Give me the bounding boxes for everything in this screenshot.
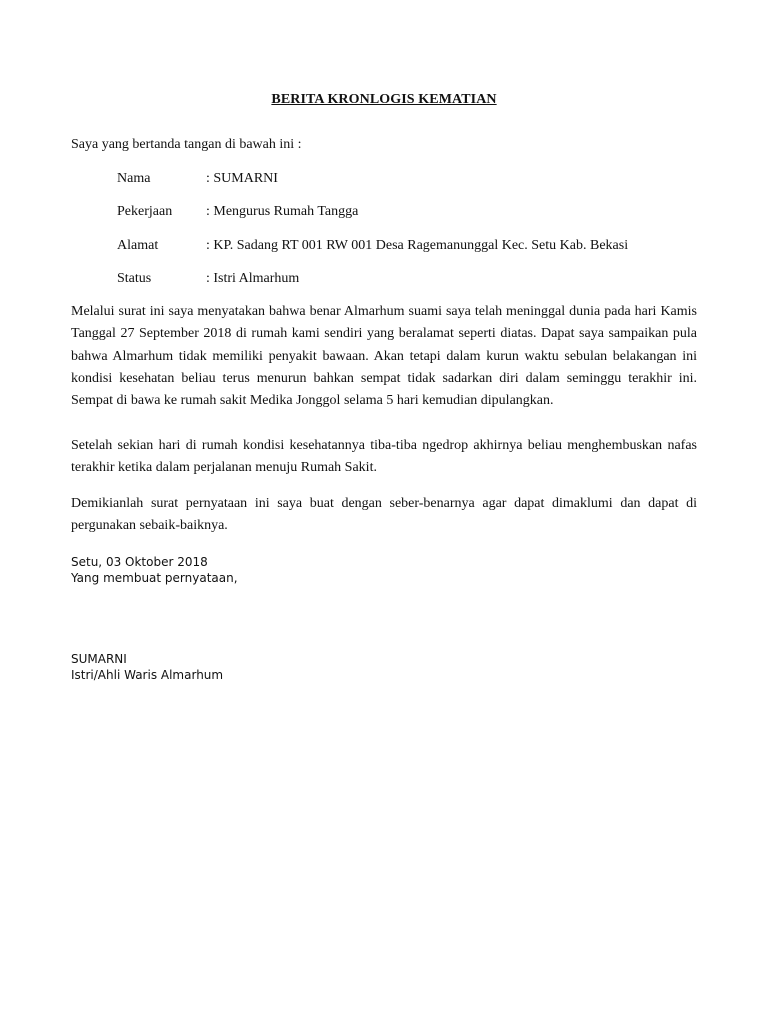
field-alamat-value: : KP. Sadang RT 001 RW 001 Desa Ragemanunggal Kec. Setu Kab. Bekasi bbox=[206, 238, 629, 253]
field-status bbox=[117, 271, 299, 287]
document-title: BERITA KRONLOGIS KEMATIAN bbox=[271, 92, 497, 107]
field-alamat-label: Alamat bbox=[117, 238, 159, 253]
statement-paragraph-2: Setelah sekian hari di rumah kondisi kesehatannya tiba-tiba ngedrop akhirnya beliau menghembuskan nafas terakhir ketika dalam perjalanan menuju Rumah Sakit. bbox=[71, 438, 697, 476]
field-status-label: Status bbox=[117, 271, 152, 286]
field-nama bbox=[117, 171, 278, 187]
field-pekerjaan bbox=[117, 204, 358, 220]
closing-paragraph: Demikianlah surat pernyataan ini saya buat dengan seber-benarnya agar dapat dimaklumi dan dapat di pergunakan sebaik-baiknya. bbox=[71, 496, 697, 534]
signature-role-line: Yang membuat pernyataan, bbox=[71, 571, 238, 585]
field-alamat bbox=[117, 238, 628, 254]
intro-text: Saya yang bertanda tangan di bawah ini : bbox=[71, 137, 302, 152]
field-nama-label: Nama bbox=[117, 171, 151, 186]
signatory-name: SUMARNI bbox=[71, 652, 127, 666]
field-status-value: : Istri Almarhum bbox=[206, 271, 300, 286]
field-pekerjaan-label: Pekerjaan bbox=[117, 204, 173, 219]
field-pekerjaan-value: : Mengurus Rumah Tangga bbox=[206, 204, 359, 219]
field-nama-value: : SUMARNI bbox=[206, 171, 278, 186]
statement-paragraph-1: Melalui surat ini saya menyatakan bahwa benar Almarhum suami saya telah meninggal dunia pada hari Kamis Tanggal 27 September 2018 di rumah kami sendiri yang beralamat seperti diatas. Dapat saya sampaikan pula bahwa Almarhum tidak memiliki penyakit bawaan. Akan tetapi dalam kurun waktu sebulan belakangan ini kondisi kesehatan beliau terus menurun bahkan sempat tidak sadarkan diri dalam seminggu terakhir ini. Sempat di bawa ke rumah sakit Medika Jonggol selama 5 hari kemudian dipulangkan. bbox=[71, 304, 697, 409]
signatory-title: Istri/Ahli Waris Almarhum bbox=[71, 668, 224, 682]
signature-place-date: Setu, 03 Oktober 2018 bbox=[71, 555, 208, 569]
